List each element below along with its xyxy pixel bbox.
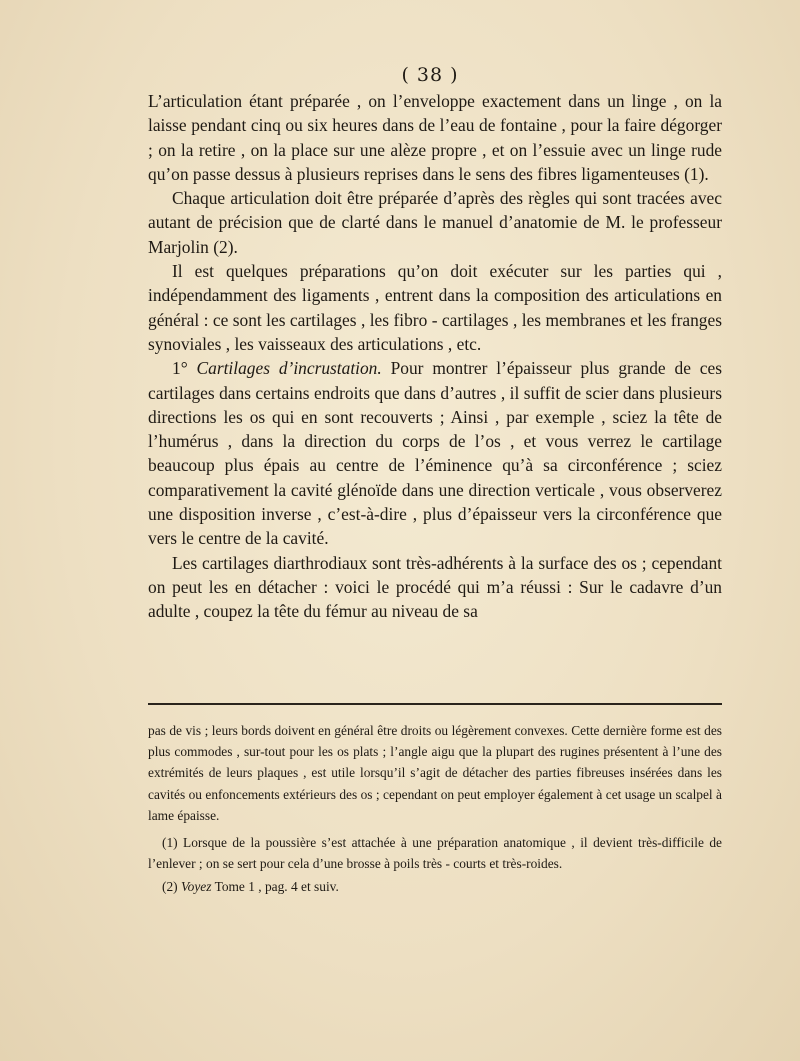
- footnote-divider: [148, 703, 722, 705]
- footnote-2-voyez: Voyez: [180, 879, 212, 895]
- section-title: Cartilages d’incrustation.: [196, 358, 382, 379]
- paragraph-4: [148, 356, 722, 550]
- paragraph-4-text: Pour montrer l’épaisseur plus grande de ces cartilages dans certains endroits que dans d’autres , il suffit de scier dans plusieurs directions les os qui en sont recouverts ; Ainsi , par exemple , sciez la tête de l’humérus , dans la direction du corps de l’os , et vous verrez le cartilage beaucoup plus épais au centre de l’éminence qu’à sa circonférence ; sciez comparativement la cavité glénoïde dans une direction verticale , vous observerez une disposition inverse , c’est-à-dire , plus d’épaisseur vers la circonférence que vers le centre de la cavité.: [148, 358, 722, 549]
- footnotes: [148, 720, 722, 898]
- footnote-2: [148, 876, 722, 897]
- footnote-continuation: pas de vis ; leurs bords doivent en général être droits ou légèrement convexes. Cette dernière forme est des plus commodes , sur-tout pour les os plats ; l’angle aigu que la plupart des rugines présentent à l’une des extrémités de leurs plaques , est utile lorsqu’il s’agit de détacher des parties fibreuses insérées dans les cavités ou enfoncements extérieurs des os ; cependant on peut employer également à cet usage un scalpel à lame épaisse.: [148, 723, 722, 823]
- footnote-1: (1) Lorsque de la poussière s’est attachée à une préparation anatomique , il devient très-difficile de l’enlever ; on se sert pour cela d’une brosse à poils très - courts et très-roides.: [148, 835, 722, 872]
- paragraph-1: L’articulation étant préparée , on l’enveloppe exactement dans un linge , on la laisse pendant cinq ou six heures dans de l’eau de fontaine , pour la faire dégorger ; on la retire , on la place sur une alèze propre , et on l’essuie avec un linge rude qu’on passe dessus à plusieurs reprises dans le sens des fibres ligamenteuses (1).: [148, 91, 722, 184]
- footnote-2-text: Tome 1 , pag. 4 et suiv.: [211, 879, 339, 895]
- page-number: ( 38 ): [401, 64, 459, 86]
- paragraph-2: Chaque articulation doit être préparée d’après des règles qui sont tracées avec autant de précision que de clarté dans le manuel d’anatomie de M. le professeur Marjolin (2).: [148, 188, 722, 257]
- footnote-2-number: (2): [162, 879, 181, 895]
- paragraph-3: Il est quelques préparations qu’on doit exécuter sur les parties qui , indépendamment des ligaments , entrent dans la composition des articulations en général : ce sont les cartilages , les fibro - cartilages , les membranes et les franges synoviales , les vaisseaux des articulations , etc.: [148, 261, 722, 354]
- section-number: 1°: [172, 358, 197, 379]
- paragraph-5: Les cartilages diarthrodiaux sont très-adhérents à la surface des os ; cependant on peut les en détacher : voici le procédé qui m’a réussi : Sur le cadavre d’un adulte , coupez la tête du fémur au niveau de sa: [148, 552, 722, 622]
- main-text: [148, 89, 722, 624]
